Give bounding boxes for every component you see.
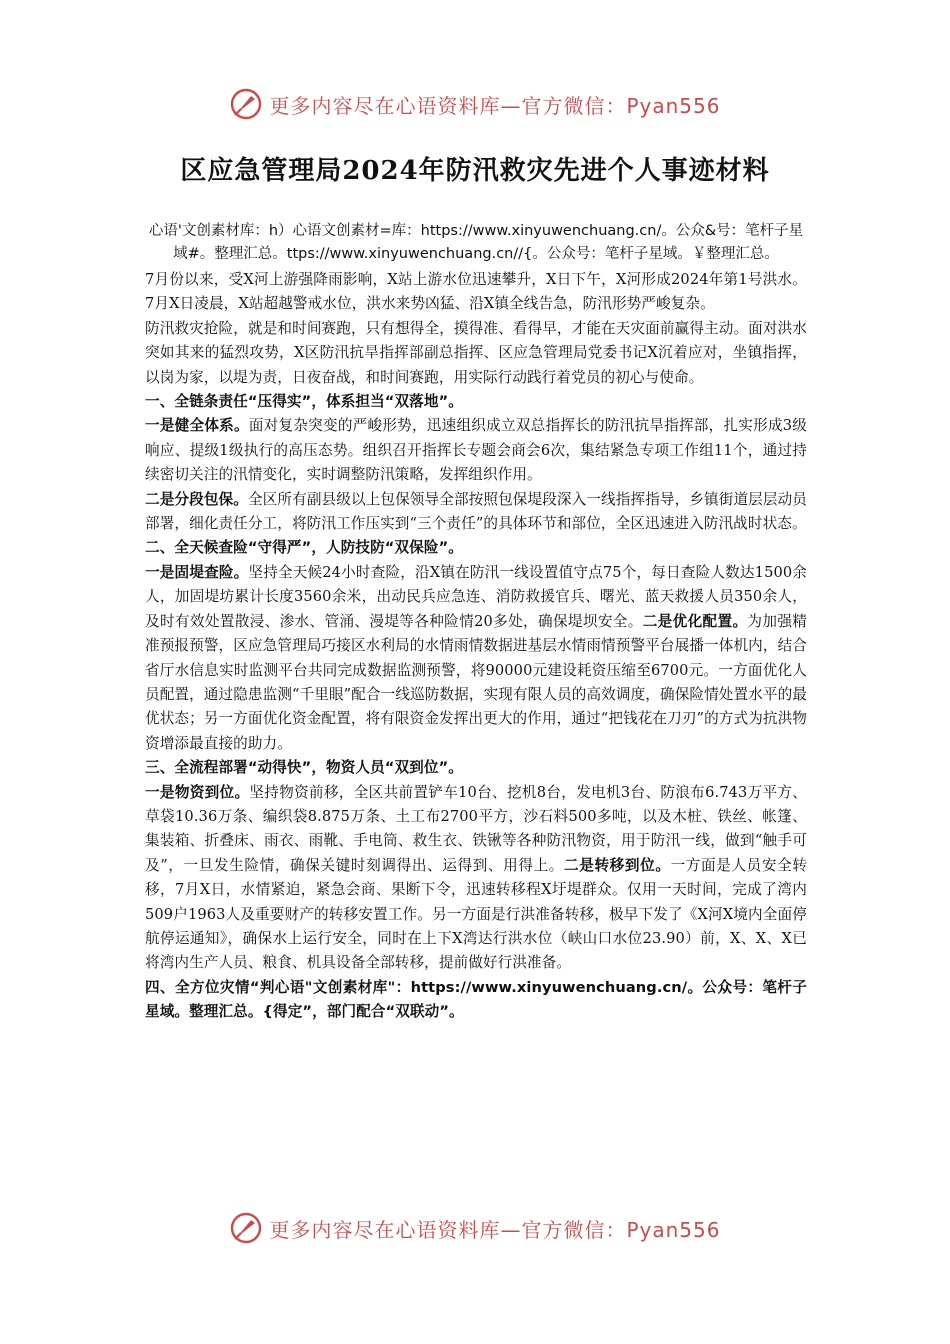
paragraph-5-body-2: 为加强精准预报预警，区应急管理局巧接区水利局的水情雨情数据进基层水情雨情预警平台展播一体机内，结合省厅水信息实时监测平台共同完成数据监测预警，将90000元建设耗资压缩至6700元。一方面优化人员配置，通过隐患监测“千里眼”配合一线巡防数据，实现有限人员的高效调度，确保险情处置水平的最优状态；另一方面优化资金配置，将有限资金发挥出更大的作用，通过“把钱花在刀刃”的方式为抗洪物资增添最直接的助力。 — [145, 612, 807, 752]
paragraph-5 — [145, 561, 807, 756]
paragraph-4 — [145, 488, 807, 537]
paragraph-3-body: 面对复杂突变的严峻形势，迅速组织成立双总指挥长的防汛抗旱指挥部，扎实形成3级响应、提级1级执行的高压态势。组织召开指挥长专题会商会6次，集结紧急专项工作组11个，通过持续密切关注的汛情变化，实时调整防汛策略，发挥组织作用。 — [145, 417, 807, 484]
paragraph-5-body: 坚持全天候24小时查险，沿X镇在防汛一线设置值守点75个，每日查险人数达1500余人，加固堤坊累计长度3560余米，出动民兵应急连、消防救援官兵、曙光、蓝天救援人员350余人，及时有效处置散浸、渗水、管涌、漫堤等各种险情20多处，确保堤坝安全。 — [145, 563, 807, 630]
section-heading-2: 二、全天候查险“守得严”，人防技防“双保险”。 — [145, 539, 463, 557]
paragraph-6-lead-2: 二是转移到位。 — [564, 856, 671, 874]
paragraph-3-lead: 一是健全体系。 — [145, 417, 249, 435]
paragraph-5-lead: 一是固堤查险。 — [145, 563, 249, 581]
paragraph-6 — [145, 781, 807, 976]
paragraph-2: 防汛救灾抢险，就是和时间赛跑，只有想得全，摸得准、看得早，才能在天灾面前赢得主动。面对洪水突如其来的猛烈攻势，X区防汛抗旱指挥部副总指挥、区应急管理局党委书记X沉着应对，坐镇指挥，以岗为家，以堤为责，日夜奋战，和时间赛跑，用实际行动践行着党员的初心与使命。 — [145, 319, 807, 386]
footer-watermark-banner — [0, 1208, 950, 1248]
paragraph-6-lead: 一是物资到位。 — [145, 783, 250, 801]
section-heading-1: 一、全链条责任“压得实”，体系担当“双落地”。 — [145, 393, 463, 411]
section-heading-4: 四、全方位灾情“判心语"文创素材库"：https://www.xinyuwenchuang.cn/。公众号：笔杆子星域。整理汇总。{得定”，部门配合“双联动”。 — [145, 978, 807, 1021]
intro-paragraph: 心语'文创素材库：h）心语文创素材=库：https://www.xinyuwenchuang.cn/。公众&号：笔杆子星域#。整理汇总。ttps://www.xinyuwenchuang.cn//{。公众号：笔杆子星域。￥整理汇总。 — [148, 223, 804, 262]
document-body — [145, 220, 807, 1025]
section-heading-3: 三、全流程部署“动得快”，物资人员“双到位”。 — [145, 759, 463, 777]
document-title: 区应急管理局2024年防汛救灾先进个人事迹材料 — [180, 156, 770, 186]
paragraph-6-body: 坚持物资前移，全区共前置铲车10台、挖机8台，发电机3台、防浪布6.743万平方、草袋10.36万条、编织袋8.875万条、土工布2700平方，沙石料500多吨，以及木桩、铁丝、帐篷、集装箱、折叠床、雨衣、雨靴、手电筒、救生衣、铁锹等各种防汛物资，用于防汛一线，做到“触手可及”，一旦发生险情，确保关键时刻调得出、运得到、用得上。 — [145, 783, 808, 874]
paragraph-3 — [145, 414, 807, 487]
paragraph-1: 7月份以来，受X河上游强降雨影响，X站上游水位迅速攀升，X日下午，X河形成2024年第1号洪水。7月X日凌晨，X站超越警戒水位，洪水来势凶猛、沿X镇全线告急，防汛形势严峻复杂。 — [145, 271, 807, 313]
banner-text: 更多内容尽在心语资料库—官方微信：Pyan556 — [269, 93, 721, 118]
quill-logo-icon — [229, 87, 263, 121]
paragraph-5-lead-2: 二是优化配置。 — [642, 612, 748, 630]
paragraph-6-body-2: 一方面是人员安全转移，7月X日，水情紧迫，紧急会商、果断下令，迅速转移程X圩堤群众。仅用一天时间，完成了湾内509户1963人及重要财产的转移安置工作。另一方面是行洪准备转移，极早下发了《X河X境内全面停航停运通知》，确保水上运行安全，同时在上下X湾达行洪水位（峡山口水位23.90）前，X、X、X已将湾内生产人员、粮食、机具设备全部转移，提前做好行洪准备。 — [145, 856, 808, 972]
paragraph-4-lead: 二是分段包保。 — [145, 490, 248, 508]
paragraph-4-body: 全区所有副县级以上包保领导全部按照包保堤段深入一线指挥指导，乡镇街道层层动员部署，细化责任分工，将防汛工作压实到“三个责任”的具体环节和部位，全区迅速进入防汛战时状态。 — [145, 490, 807, 533]
header-watermark-banner — [0, 84, 950, 124]
banner-text: 更多内容尽在心语资料库—官方微信：Pyan556 — [269, 1217, 721, 1242]
quill-logo-icon — [229, 1211, 263, 1245]
